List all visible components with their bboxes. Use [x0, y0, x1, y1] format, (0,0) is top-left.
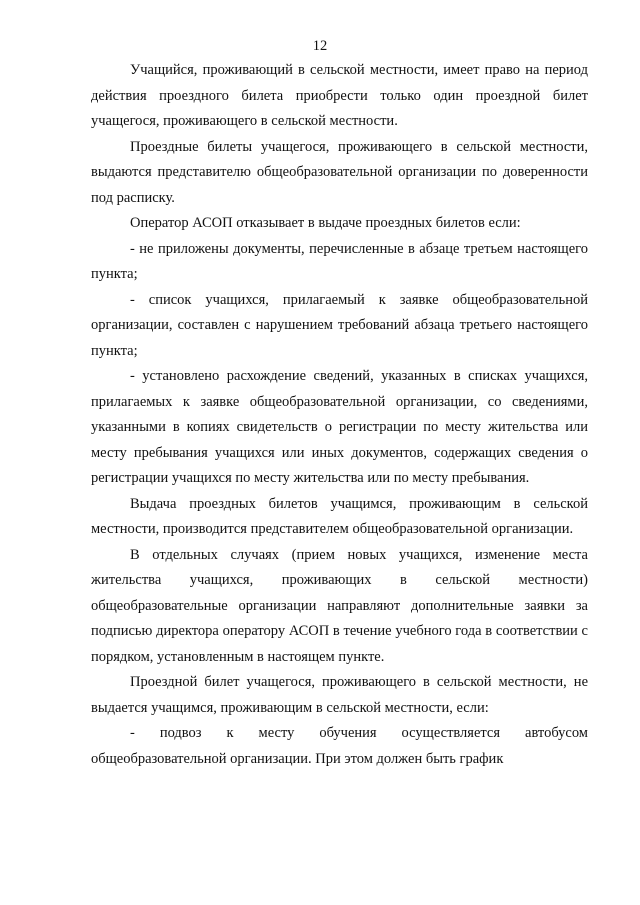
page-number: 12	[312, 38, 328, 54]
document-text-body	[91, 58, 588, 772]
paragraph-not-issued-intro: Проездной билет учащегося, проживающего в сельской местности, не выдается учащимся, проживающим в сельской местности, если:	[91, 674, 588, 716]
paragraph-ticket-issuance: Проездные билеты учащегося, проживающего в сельской местности, выдаются представителю общеобразовательной организации по доверенности под расписку.	[91, 138, 588, 206]
paragraph-ticket-delivery: Выдача проездных билетов учащимся, проживающим в сельской местности, производится представителем общеобразовательной организации.	[91, 495, 588, 537]
paragraph-ticket-right: Учащийся, проживающий в сельской местности, имеет право на период действия проездного билета приобрести только один проездной билет учащегося, проживающего в сельской местности.	[91, 62, 588, 129]
list-item-list-violation: - список учащихся, прилагаемый к заявке общеобразовательной организации, составлен с нарушением требований абзаца третьего настоящего пункта;	[91, 291, 588, 359]
list-item-data-mismatch: - установлено расхождение сведений, указанных в списках учащихся, прилагаемых к заявке общеобразовательной организации, со сведениями, указанными в копиях свидетельств о регистрации по месту жительства или месту пребывания учащихся или иных документов, содержащих сведения о регистрации учащихся по месту жительства или по месту пребывания.	[91, 368, 588, 486]
list-item-missing-documents: - не приложены документы, перечисленные в абзаце третьем настоящего пункта;	[91, 240, 588, 282]
list-item-school-bus: - подвоз к месту обучения осуществляется автобусом общеобразовательной организации. При этом должен быть график	[91, 725, 588, 767]
paragraph-refusal-intro: Оператор АСОП отказывает в выдаче проездных билетов если:	[130, 215, 521, 231]
paragraph-additional-requests: В отдельных случаях (прием новых учащихся, изменение места жительства учащихся, проживающих в сельской местности) общеобразовательные организации направляют дополнительные заявки за подписью директора оператору АСОП в течение учебного года в соответствии с порядком, установленным в настоящем пункте.	[91, 546, 588, 665]
